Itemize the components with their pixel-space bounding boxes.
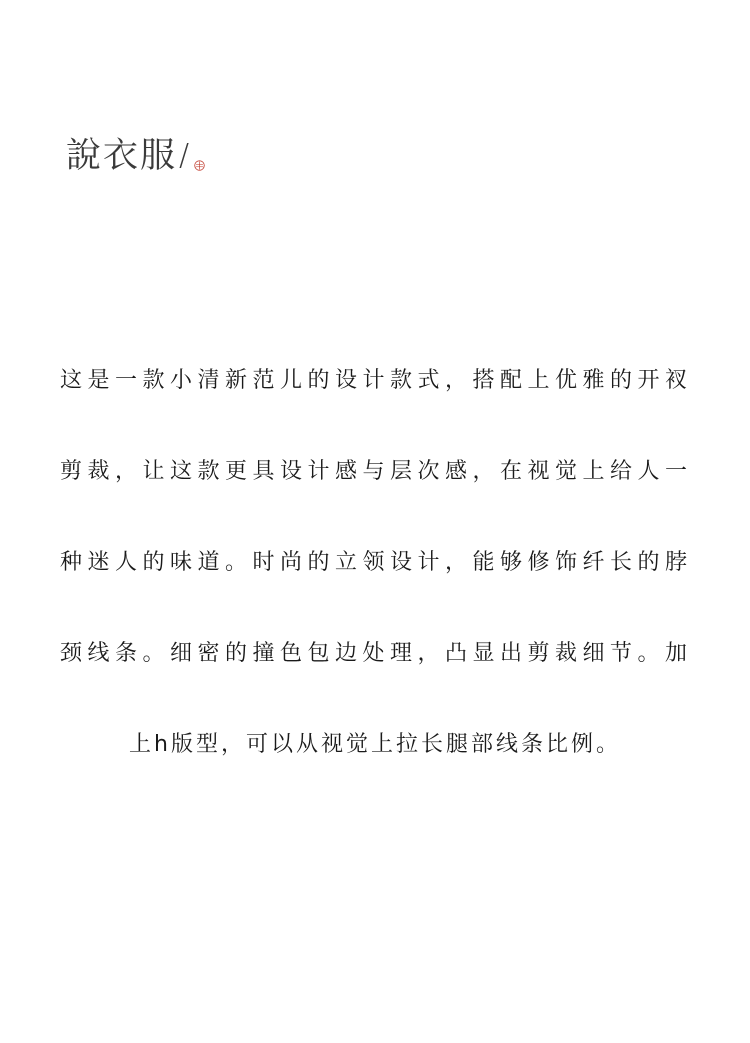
title-slash: / bbox=[179, 138, 190, 173]
product-description bbox=[60, 358, 690, 813]
description-line-1: 这是一款小清新范儿的设计款式，搭配上优雅的开衩 bbox=[60, 368, 690, 393]
description-line-2: 剪裁，让这款更具设计感与层次感，在视觉上给人一 bbox=[60, 459, 690, 484]
page-title: 說衣服 bbox=[66, 136, 178, 176]
page-heading bbox=[66, 132, 205, 180]
description-line-5: 上h版型，可以从视觉上拉长腿部线条比例。 bbox=[129, 732, 621, 757]
description-line-4: 颈线条。细密的撞色包边处理，凸显出剪裁细节。加 bbox=[60, 641, 690, 666]
red-seal-stamp-icon bbox=[194, 160, 205, 171]
description-line-3: 种迷人的味道。时尚的立领设计，能够修饰纤长的脖 bbox=[60, 550, 690, 575]
